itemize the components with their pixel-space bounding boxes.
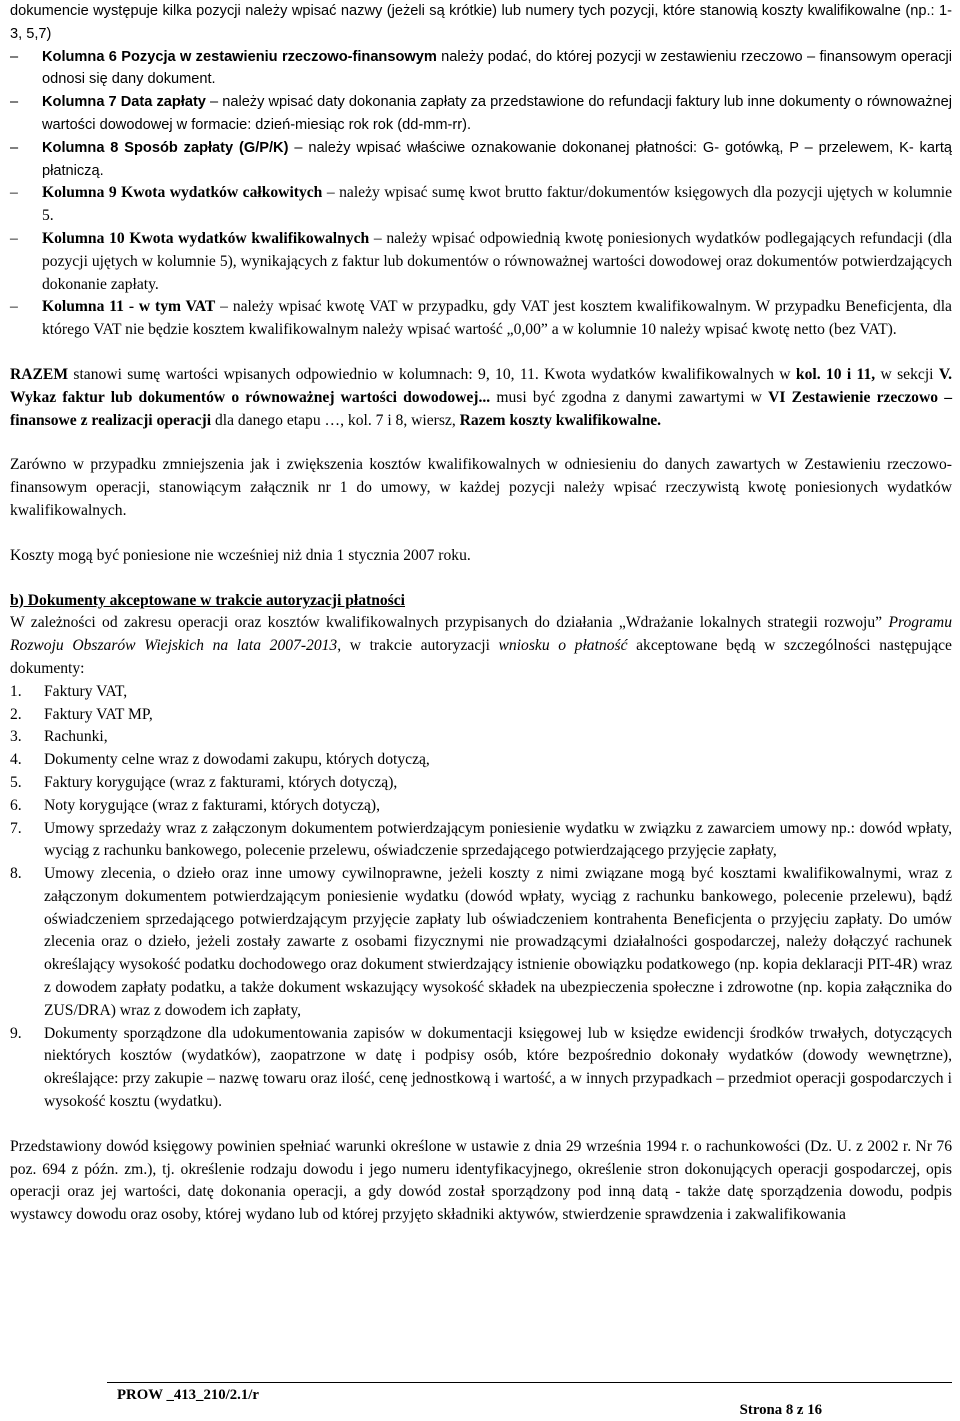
razem-bold-3: V. Wykaz faktur lub dokumentów o równoważnej wartości dowodowej... bbox=[10, 365, 952, 406]
list-number: 9. bbox=[10, 1024, 22, 1042]
list-text: Dokumenty sporządzone dla udokumentowania zapisów w dokumentacji księgowej lub w księdze ewidencji środków trwałych, dotyczących niektórych kosztów (wydatków), zaopatrzone w datę i podpisy osób, które bezpośrednio dokonały wydatków (dowody wewnętrzne), określające: przy zakupie – nazwę towaru oraz ilość, cenę jednostkową i wartość, a w innych przypadkach – przedmiot operacji gospodarczych i wysokość kosztu (wydatku). bbox=[44, 1024, 952, 1111]
column-text: – należy wpisać sumę kwot brutto faktur/dokumentów księgowych dla pozycji ujętych w kolumnie 5. bbox=[42, 184, 953, 225]
dash-bullet: – bbox=[10, 298, 18, 316]
list-text: Faktury VAT, bbox=[44, 682, 128, 700]
przedstawiony-paragraph: Przedstawiony dowód księgowy powinien spełniać warunki określone w ustawie z dnia 29 września 1994 r. o rachunkowości (Dz. U. z 2002 r. Nr 76 poz. 694 z późn. zm.), tj. określenie rodzaju dowodu i jego numeru identyfikacyjnego, określenie stron dokonujących operacji gospodarczej, opis operacji oraz jej wartości, datę dokonania operacji, a gdy dowód został sporządzony pod inną datą - także datę sporządzenia dowodu, podpis wystawcy dowodu oraz osoby, której wydano lub od której przyjęto składniki aktywów, stwierdzenie sprawdzenia i zakwalifikowania bbox=[10, 1137, 952, 1224]
section-b-italic-2: wniosku o płatność bbox=[498, 637, 628, 655]
column-text: – należy wpisać odpowiednią kwotę poniesionych wydatków podlegających refundacji (dla pozycji ujętych w kolumnie 5), wynikających z faktur lub dokumentów o równoważnej wartości dowodowej oraz dokumentów potwierdzających dokonanie zapłaty. bbox=[42, 229, 952, 293]
column-item-11 bbox=[10, 296, 952, 342]
dash-bullet: – bbox=[10, 94, 19, 111]
intro-text: dokumencie występuje kilka pozycji należy wpisać nazwy (jeżeli są krótkie) lub numery tych pozycji, które stanowią koszty kwalifikowalne (np.: 1-3, 5,7) bbox=[10, 3, 952, 42]
column-text: – należy wpisać kwotę VAT w przypadku, gdy VAT jest kosztem kwalifikowalnym. W przypadku Beneficjenta, dla którego VAT nie będzie kosztem kwalifikowalnym należy wpisać wartość „0,00” a w kolumnie 10 należy wpisać kwotę netto (bez VAT). bbox=[42, 298, 952, 339]
list-item bbox=[10, 1023, 952, 1114]
column-item-8 bbox=[10, 137, 952, 183]
documents-list bbox=[10, 681, 952, 1114]
column-item-9 bbox=[10, 182, 952, 228]
footer-divider bbox=[107, 1382, 952, 1383]
razem-bold-2: kol. 10 i 11, bbox=[795, 365, 876, 383]
list-item bbox=[10, 818, 952, 864]
razem-text-3: musi być zgodna z danymi zawartymi w bbox=[490, 388, 769, 406]
section-b-intro bbox=[10, 612, 952, 680]
list-number: 4. bbox=[10, 751, 22, 769]
column-title: Kolumna 10 Kwota wydatków kwalifikowalnych bbox=[42, 229, 370, 247]
zarowno-paragraph: Zarówno w przypadku zmniejszenia jak i zwiększenia kosztów kwalifikowalnych w odniesieniu do danych zawartych w Zestawieniu rzeczowo-finansowym operacji, stanowiącym załącznik nr 1 do umowy, w każdej pozycji należy wpisać rzeczywistą kwotę poniesionych wydatków kwalifikowalnych. bbox=[10, 456, 952, 519]
list-item bbox=[10, 795, 952, 818]
page-footer bbox=[10, 1382, 952, 1418]
dash-bullet: – bbox=[10, 184, 18, 202]
list-text: Rachunki, bbox=[44, 728, 108, 746]
column-title: Kolumna 6 Pozycja w zestawieniu rzeczowo-finansowym bbox=[42, 48, 437, 65]
dash-bullet: – bbox=[10, 48, 19, 65]
razem-paragraph bbox=[10, 364, 952, 432]
list-number: 6. bbox=[10, 796, 22, 814]
list-item bbox=[10, 863, 952, 1023]
column-text: – należy wpisać daty dokonania zapłaty za przedstawione do refundacji faktury lub inne dokumenty o równoważnej wartości dowodowej w formacie: dzień-miesiąc rok rok (dd-mm-rr). bbox=[42, 94, 952, 133]
list-text: Umowy sprzedaży wraz z załączonym dokumentem potwierdzającym poniesienie wydatku w związku z zawarciem umowy np.: dowód wpłaty, wyciąg z rachunku bankowego, polecenie przelewu, oświadczenie sprzedającego potwierdzającego przyjęcie zapłaty, bbox=[44, 819, 952, 860]
razem-bold-1: RAZEM bbox=[10, 365, 69, 383]
column-item-10 bbox=[10, 228, 952, 296]
page-number: Strona 8 z 16 bbox=[739, 1402, 822, 1418]
list-number: 3. bbox=[10, 728, 22, 746]
razem-text-2: w sekcji bbox=[875, 365, 939, 383]
section-b-italic-1: Programu Rozwoju Obszarów Wiejskich na lata 2007-2013 bbox=[10, 614, 952, 655]
section-b-text-1: W zależności od zakresu operacji oraz kosztów kwalifikowalnych przypisanych do działania „Wdrażanie lokalnych strategii rozwoju” bbox=[10, 614, 889, 632]
column-title: Kolumna 9 Kwota wydatków całkowitych bbox=[42, 184, 323, 202]
razem-text-1: stanowi sumę wartości wpisanych odpowiednio w kolumnach: 9, 10, 11. Kwota wydatków kwalifikowalnych w bbox=[68, 365, 796, 383]
document-page bbox=[10, 0, 952, 1227]
section-b-text-3: akceptowane będą w szczególności następujące dokumenty: bbox=[10, 637, 952, 677]
koszty-paragraph: Koszty mogą być poniesione nie wcześniej niż dnia 1 stycznia 2007 roku. bbox=[10, 546, 471, 564]
list-number: 2. bbox=[10, 705, 22, 723]
column-title: Kolumna 7 Data zapłaty bbox=[42, 94, 206, 111]
list-text: Faktury korygujące (wraz z fakturami, których dotyczą), bbox=[44, 773, 398, 791]
list-item bbox=[10, 749, 952, 772]
column-description-list-serif bbox=[10, 182, 952, 342]
list-text: Umowy zlecenia, o dzieło oraz inne umowy cywilnoprawne, jeżeli koszty z nimi związane mogą być kosztami kwalifikowalnymi, wraz z załączonym dokumentem potwierdzającym poniesienie wydatku (dowód wpłaty, wyciąg z rachunku bankowego, polecenie przelewu), bądź oświadczeniem sprzedającego potwierdzającym przyjęcie zapłaty lub oświadczeniem kontrahenta Beneficjenta o przyjęciu zapłaty. Do umów zlecenia oraz o dzieło, jeżeli zostały zawarte z osobami fizycznymi nie prowadzącymi działalności gospodarczej, należy dołączyć rachunek określający wysokość podatku dochodowego oraz dokument stwierdzający istnienie obowiązku podatkowego (np. kopia deklaracji PIT-4R) wraz z dowodem zapłaty podatku, a także dokument wskazujący wysokość składek na ubezpieczenia społeczne i zdrowotne (np. kopia załącznika do ZUS/DRA) wraz z dowodem ich zapłaty, bbox=[44, 865, 952, 1019]
section-b-text-2: , w trakcie autoryzacji bbox=[337, 637, 499, 655]
list-text: Faktury VAT MP, bbox=[44, 705, 153, 723]
dash-bullet: – bbox=[10, 139, 19, 156]
document-code: PROW _413_210/2.1/r bbox=[117, 1387, 259, 1403]
list-item bbox=[10, 704, 952, 727]
dash-bullet: – bbox=[10, 229, 18, 247]
list-text: Dokumenty celne wraz z dowodami zakupu, których dotyczą, bbox=[44, 751, 430, 769]
column-text: należy podać, do której pozycji w zestawieniu rzeczowo – finansowym operacji odnosi się dany dokument. bbox=[42, 48, 952, 88]
column-text: – należy wpisać właściwe oznakowanie dokonanej płatności: G- gotówką, P – przelewem, K- kartą płatniczą. bbox=[42, 139, 953, 179]
list-item bbox=[10, 726, 952, 749]
list-number: 1. bbox=[10, 682, 22, 700]
list-item bbox=[10, 772, 952, 795]
list-number: 5. bbox=[10, 773, 22, 791]
list-number: 8. bbox=[10, 865, 22, 883]
list-text: Noty korygujące (wraz z fakturami, których dotyczą), bbox=[44, 796, 380, 814]
intro-paragraph bbox=[10, 0, 952, 46]
column-title: Kolumna 11 - w tym VAT bbox=[42, 298, 216, 316]
list-number: 7. bbox=[10, 819, 22, 837]
column-description-list bbox=[10, 46, 952, 183]
list-item bbox=[10, 681, 952, 704]
column-title: Kolumna 8 Sposób zapłaty (G/P/K) bbox=[42, 139, 289, 156]
razem-bold-5: Razem koszty kwalifikowalne. bbox=[459, 411, 662, 429]
razem-bold-4: VI Zestawienie rzeczowo – finansowe z realizacji operacji bbox=[10, 388, 952, 429]
column-item-7 bbox=[10, 91, 952, 137]
column-item-6 bbox=[10, 46, 952, 92]
razem-text-4: dla danego etapu …, kol. 7 i 8, wiersz, bbox=[211, 411, 460, 429]
section-b-heading: b) Dokumenty akceptowane w trakcie autoryzacji płatności bbox=[10, 591, 406, 609]
